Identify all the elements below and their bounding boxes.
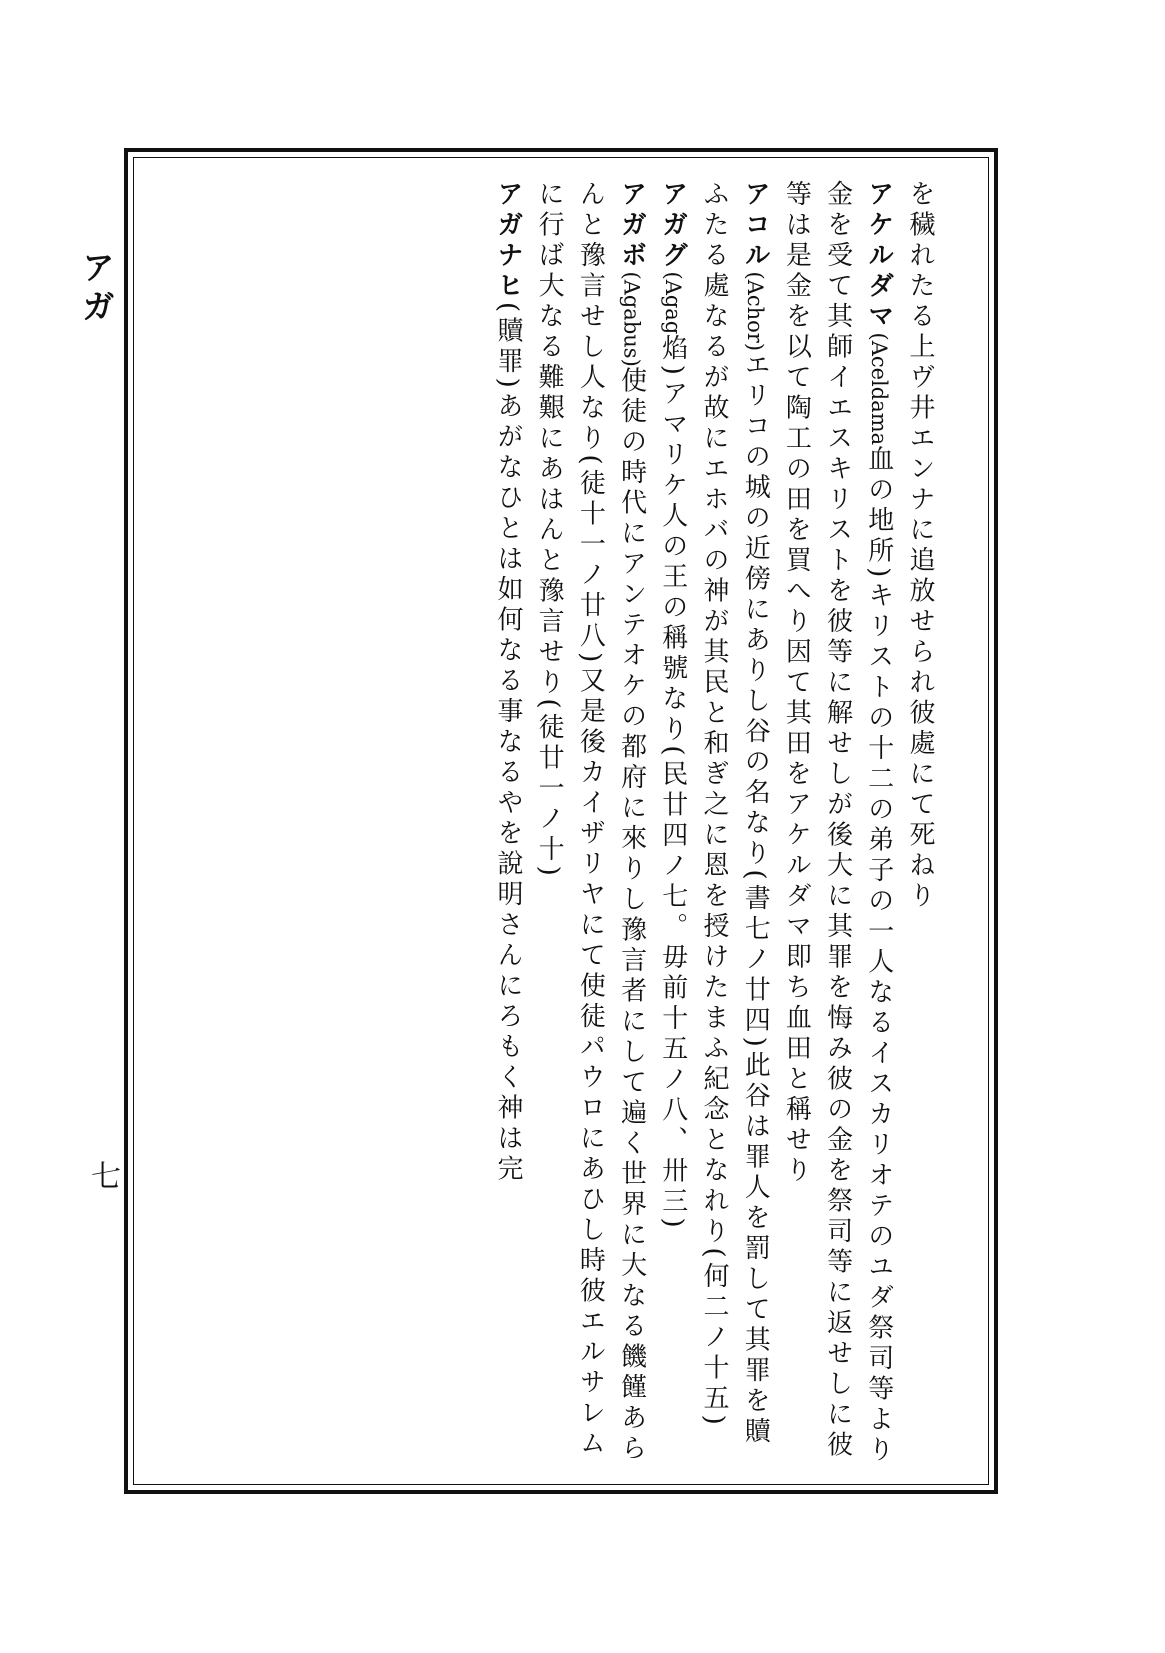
entry-text: 使徒の時代にアンテオケの都府に來りし豫言者にして遍く世界に大なる饑饉あらんと豫言せし人なり(徒十一ノ廿八)又是後カイザリヤにて使徒パウロにあひし時彼エルサレムに行ば大なる難艱にあはんと豫言せり(徒廿一ノ十) bbox=[534, 180, 647, 1465]
entry-text: 血の地所)キリストの十二の弟子の一人なるイスカリオテのユダ祭司等より金を受て其師イエスキリストを彼等に解せしが後大に其罪を悔み彼の金を祭司等に返せしに彼等は是金を以て陶工の田を買へり因て其田をアケルダマ即ち血田と稱せり bbox=[781, 180, 894, 1467]
entry-text: を穢れたる上ヴ井エンナに追放せられ彼處にて死ねり bbox=[905, 180, 935, 912]
entry-achor bbox=[693, 180, 775, 1470]
entry-latin: (Achor) bbox=[743, 271, 768, 352]
entry-text: あがなひとは如何なる事なるやを說明さんにろもく神は完 bbox=[492, 392, 523, 1186]
entry-headword: アケルダマ bbox=[863, 180, 894, 333]
entry-latin: (贖罪) bbox=[492, 302, 523, 393]
entry-text: エリコの城の近傍にありし谷の名なり(書七ノ廿四)此谷は罪人を罰して其罪を贖ふたる處なるが故にエホバの神が其民と和ぎ之に恩を授けたまふ紀念となれり(何二ノ十五) bbox=[698, 180, 771, 1448]
entry-latin: (Agabus) bbox=[619, 271, 644, 367]
entry-agag bbox=[652, 180, 693, 1470]
dictionary-body bbox=[148, 180, 940, 1470]
entry-aganahi bbox=[487, 180, 528, 1470]
entry-text: 焰)アマリケ人の王の稱號なり(民廿四ノ七。毋前十五ノ八、卅三) bbox=[657, 334, 688, 1233]
entry-headword: アガナヒ bbox=[492, 180, 523, 302]
entry-latin: (Aceldama bbox=[866, 332, 891, 446]
running-head: アガ bbox=[77, 250, 116, 328]
page-number: 七 bbox=[85, 1160, 120, 1190]
entry-headword: アガボ bbox=[616, 180, 647, 272]
entry-continuation bbox=[899, 180, 940, 1470]
entry-aceldama bbox=[775, 180, 899, 1470]
entry-latin: (Agag bbox=[660, 271, 685, 335]
entry-headword: アガグ bbox=[657, 180, 688, 272]
entry-agabus bbox=[528, 180, 652, 1470]
entry-headword: アコル bbox=[740, 180, 771, 272]
